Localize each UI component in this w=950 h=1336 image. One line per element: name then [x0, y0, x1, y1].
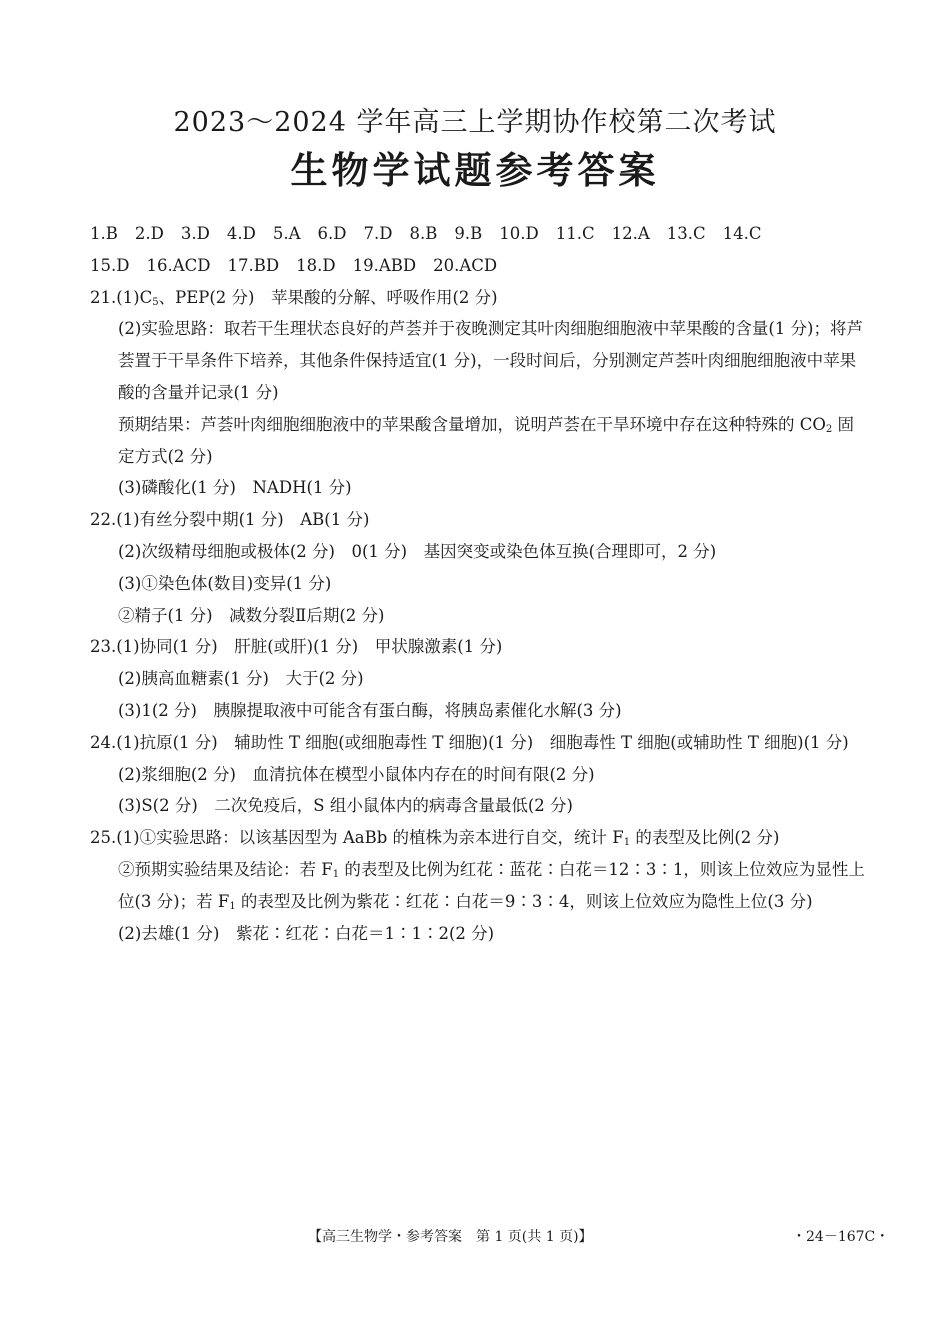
q25-part2: (2)去雄(1 分) 紫花∶红花∶白花＝1∶1∶2(2 分)	[118, 923, 495, 943]
answer-item: 8.B	[409, 224, 438, 243]
answer-item: 4.D	[226, 224, 256, 243]
answer-item: 14.C	[722, 224, 762, 243]
q24-part1: 24.(1)抗原(1 分) 辅助性 T 细胞(或细胞毒性 T 细胞)(1 分) 细胞毒性 T 细胞(或辅助性 T 细胞)(1 分)	[90, 732, 849, 752]
answer-item: 18.D	[296, 255, 336, 275]
answer-item: 5.A	[272, 224, 301, 243]
footer-code: ・24－167C・	[792, 1229, 890, 1245]
exam-title: 2023～2024 学年高三上学期协作校第二次考试	[173, 107, 777, 138]
answer-content	[90, 218, 865, 949]
q24-part2: (2)浆细胞(2 分) 血清抗体在模型小鼠体内存在的时间有限(2 分)	[118, 764, 595, 784]
answer-item: 16.ACD	[146, 255, 211, 275]
q23-part2: (2)胰高血糖素(1 分) 大于(2 分)	[118, 669, 364, 689]
q23-part1: 23.(1)协同(1 分) 肝脏(或肝)(1 分) 甲状腺激素(1 分)	[90, 637, 503, 657]
q22-part3: (3)①染色体(数目)变异(1 分)	[118, 573, 332, 593]
answer-item: 7.D	[363, 224, 393, 243]
document-title: 生物学试题参考答案	[290, 149, 660, 192]
answer-item: 10.D	[499, 224, 539, 243]
q24-part3: (3)S(2 分) 二次免疫后，S 组小鼠体内的病毒含量最低(2 分)	[118, 796, 573, 816]
answer-item: 12.A	[611, 224, 650, 243]
answer-item: 6.D	[317, 224, 347, 243]
answer-item: 17.BD	[227, 255, 280, 275]
q22-part2: (2)次级精母细胞或极体(2 分) 0(1 分) 基因突变或染色体互换(合理即可，2 分)	[118, 541, 717, 561]
q23-part3: (3)1(2 分) 胰腺提取液中可能含有蛋白酶，将胰岛素催化水解(3 分)	[118, 700, 622, 720]
q25-expected-result: ②预期实验结果及结论：若 $F_1$ 的表型及比例为红花∶蓝花∶白花＝12∶3∶1，则该上位效应为显性上位(3 分)；若 $F_1$ 的表型及比例为紫花∶红花∶白花＝9∶3∶4，则该上位效应为隐性上位(3 分)	[118, 859, 865, 912]
footer-page-info: 【高三生物学・参考答案 第 1 页(共 1 页)】	[308, 1229, 593, 1245]
q22-part3-b: ②精子(1 分) 减数分裂Ⅱ后期(2 分)	[118, 605, 385, 625]
answer-item: 1.B	[90, 224, 118, 243]
choice-answers-row-2	[90, 250, 865, 282]
q21-expected-result: 预期结果：芦荟叶肉细胞细胞液中的苹果酸含量增加，说明芦荟在干旱环境中存在这种特殊的 $CO_2$ 固定方式(2 分)	[118, 414, 855, 466]
answer-item: 11.C	[555, 224, 595, 243]
q22-part1: 22.(1)有丝分裂中期(1 分) AB(1 分)	[90, 510, 370, 530]
answer-item: 19.ABD	[352, 255, 417, 275]
answer-item: 15.D	[90, 255, 130, 275]
answer-item: 20.ACD	[433, 255, 498, 275]
answer-item: 3.D	[180, 224, 210, 243]
answer-item: 2.D	[134, 224, 164, 243]
q21-part2: (2)实验思路：取若干生理状态良好的芦荟并于夜晚测定其叶肉细胞细胞液中苹果酸的含量(1 分)；将芦荟置于干旱条件下培养，其他条件保持适宜(1 分)，一段时间后，分别测定芦荟叶肉细胞细胞液中苹果酸的含量并记录(1 分)	[118, 319, 863, 402]
answer-item: 9.B	[454, 224, 483, 243]
choice-answers-row-1	[90, 218, 865, 250]
q21-part3: (3)磷酸化(1 分) NADH(1 分)	[118, 478, 352, 498]
answer-item: 13.C	[666, 224, 706, 243]
q21-part1: $21.(1)C_5$、PEP(2 分) 苹果酸的分解、呼吸作用(2 分)	[90, 287, 498, 308]
q25-part1: 25.(1)①实验思路：以该基因型为 AaBb 的植株为亲本进行自交，统计 $F_1$ 的表型及比例(2 分)	[90, 828, 780, 849]
